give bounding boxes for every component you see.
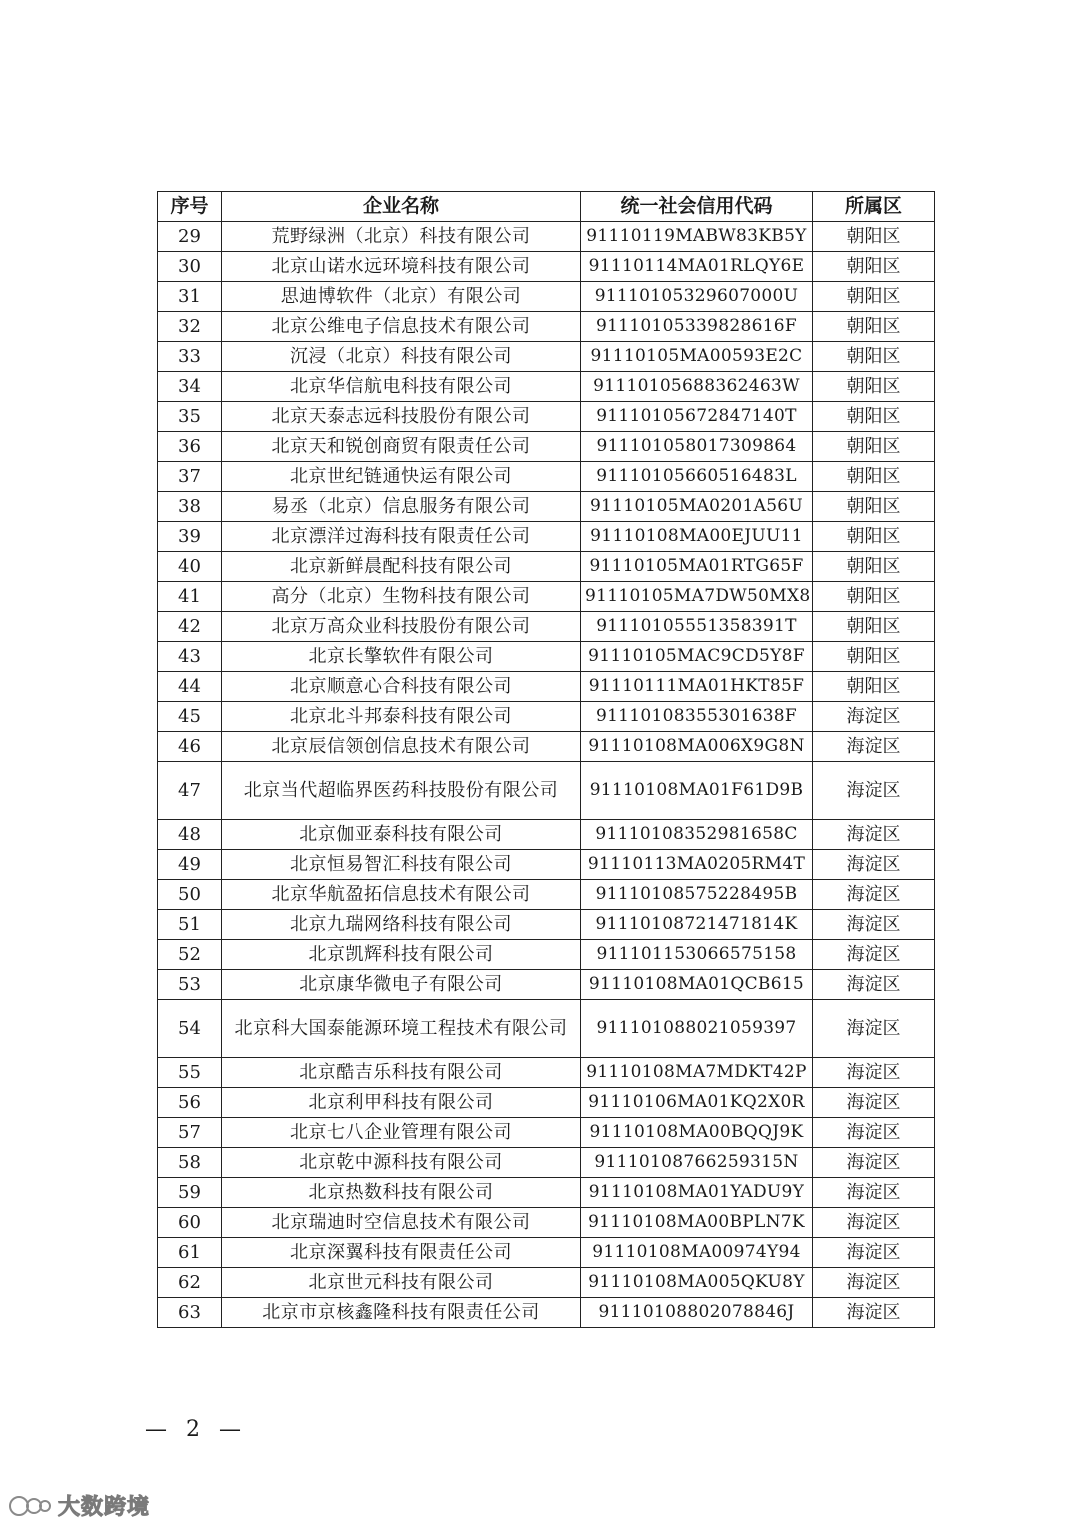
table-row (158, 1058, 935, 1088)
cell-district: 朝阳区 (813, 492, 935, 522)
cell-serial: 60 (158, 1208, 222, 1238)
cell-district: 朝阳区 (813, 642, 935, 672)
cell-credit-code: 91110108766259315N (581, 1148, 813, 1178)
cell-serial: 51 (158, 910, 222, 940)
watermark (8, 1490, 150, 1521)
cell-company-name: 北京利甲科技有限公司 (222, 1088, 581, 1118)
table-row (158, 880, 935, 910)
cell-serial: 29 (158, 222, 222, 252)
cell-credit-code: 91110105MA00593E2C (581, 342, 813, 372)
cell-district: 朝阳区 (813, 222, 935, 252)
cell-serial: 34 (158, 372, 222, 402)
cell-serial: 48 (158, 820, 222, 850)
cell-serial: 45 (158, 702, 222, 732)
cell-serial: 33 (158, 342, 222, 372)
table-row (158, 910, 935, 940)
cell-district: 海淀区 (813, 1208, 935, 1238)
cell-district: 海淀区 (813, 820, 935, 850)
cell-credit-code: 91110113MA0205RM4T (581, 850, 813, 880)
cell-district: 朝阳区 (813, 312, 935, 342)
cell-serial: 42 (158, 612, 222, 642)
cell-credit-code: 91110108352981658C (581, 820, 813, 850)
cell-serial: 57 (158, 1118, 222, 1148)
table-row (158, 372, 935, 402)
cell-credit-code: 91110108MA01YADU9Y (581, 1178, 813, 1208)
cell-district: 海淀区 (813, 1088, 935, 1118)
cell-district: 朝阳区 (813, 282, 935, 312)
cell-company-name: 北京凯辉科技有限公司 (222, 940, 581, 970)
cell-credit-code: 91110108MA00BQQJ9K (581, 1118, 813, 1148)
cell-district: 海淀区 (813, 1000, 935, 1058)
cell-company-name: 北京辰信领创信息技术有限公司 (222, 732, 581, 762)
cell-serial: 58 (158, 1148, 222, 1178)
cell-district: 朝阳区 (813, 372, 935, 402)
cell-serial: 59 (158, 1178, 222, 1208)
cell-company-name: 北京漂洋过海科技有限责任公司 (222, 522, 581, 552)
cell-district: 海淀区 (813, 880, 935, 910)
cell-company-name: 北京公维电子信息技术有限公司 (222, 312, 581, 342)
cell-serial: 55 (158, 1058, 222, 1088)
cell-serial: 61 (158, 1238, 222, 1268)
cell-credit-code: 91110119MABW83KB5Y (581, 222, 813, 252)
cell-company-name: 北京顺意心合科技有限公司 (222, 672, 581, 702)
cell-company-name: 北京长擎软件有限公司 (222, 642, 581, 672)
header-company-name: 企业名称 (222, 192, 581, 222)
cell-company-name: 沉浸（北京）科技有限公司 (222, 342, 581, 372)
cell-serial: 40 (158, 552, 222, 582)
cell-company-name: 北京华航盈拓信息技术有限公司 (222, 880, 581, 910)
table-row (158, 1178, 935, 1208)
cell-serial: 53 (158, 970, 222, 1000)
cell-credit-code: 91110105329607000U (581, 282, 813, 312)
watermark-text: 大数跨境 (58, 1495, 151, 1520)
cell-serial: 39 (158, 522, 222, 552)
cell-district: 海淀区 (813, 1298, 935, 1328)
cell-serial: 37 (158, 462, 222, 492)
cell-company-name: 思迪博软件（北京）有限公司 (222, 282, 581, 312)
cell-district: 朝阳区 (813, 432, 935, 462)
table-row (158, 552, 935, 582)
cell-credit-code: 91110105660516483L (581, 462, 813, 492)
cell-company-name: 北京世元科技有限公司 (222, 1268, 581, 1298)
cell-company-name: 荒野绿洲（北京）科技有限公司 (222, 222, 581, 252)
cell-credit-code: 91110108802078846J (581, 1298, 813, 1328)
cell-company-name: 北京九瑞网络科技有限公司 (222, 910, 581, 940)
cell-serial: 38 (158, 492, 222, 522)
header-serial: 序号 (158, 192, 222, 222)
cell-district: 海淀区 (813, 762, 935, 820)
cell-credit-code: 91110108355301638F (581, 702, 813, 732)
cell-district: 海淀区 (813, 1118, 935, 1148)
cell-serial: 43 (158, 642, 222, 672)
table-row (158, 252, 935, 282)
cell-district: 海淀区 (813, 1268, 935, 1298)
table-row (158, 1148, 935, 1178)
cell-credit-code: 911101088021059397 (581, 1000, 813, 1058)
table-body (158, 222, 935, 1328)
cell-company-name: 北京伽亚泰科技有限公司 (222, 820, 581, 850)
cell-credit-code: 91110105688362463W (581, 372, 813, 402)
table-row (158, 1268, 935, 1298)
cell-credit-code: 91110105339828616F (581, 312, 813, 342)
cell-credit-code: 911101058017309864 (581, 432, 813, 462)
cell-serial: 54 (158, 1000, 222, 1058)
cell-credit-code: 91110105551358391T (581, 612, 813, 642)
table-row (158, 222, 935, 252)
cell-district: 海淀区 (813, 970, 935, 1000)
cell-company-name: 高分（北京）生物科技有限公司 (222, 582, 581, 612)
cell-credit-code: 91110111MA01HKT85F (581, 672, 813, 702)
table-row (158, 582, 935, 612)
cell-credit-code: 91110108MA00BPLN7K (581, 1208, 813, 1238)
cell-company-name: 北京山诺水远环境科技有限公司 (222, 252, 581, 282)
table-row (158, 312, 935, 342)
table-row (158, 1118, 935, 1148)
table-row (158, 940, 935, 970)
header-credit-code: 统一社会信用代码 (581, 192, 813, 222)
header-district: 所属区 (813, 192, 935, 222)
cell-company-name: 北京乾中源科技有限公司 (222, 1148, 581, 1178)
cell-company-name: 北京万高众业科技股份有限公司 (222, 612, 581, 642)
cell-company-name: 北京康华微电子有限公司 (222, 970, 581, 1000)
table-row (158, 1000, 935, 1058)
cell-district: 海淀区 (813, 732, 935, 762)
table-row (158, 492, 935, 522)
cell-credit-code: 91110108MA005QKU8Y (581, 1268, 813, 1298)
chat-bubbles-logo-icon (8, 1493, 52, 1519)
cell-credit-code: 91110105MAC9CD5Y8F (581, 642, 813, 672)
cell-serial: 36 (158, 432, 222, 462)
table-row (158, 432, 935, 462)
cell-district: 朝阳区 (813, 462, 935, 492)
cell-serial: 52 (158, 940, 222, 970)
cell-serial: 62 (158, 1268, 222, 1298)
cell-serial: 46 (158, 732, 222, 762)
cell-company-name: 北京市京核鑫隆科技有限责任公司 (222, 1298, 581, 1328)
cell-district: 朝阳区 (813, 522, 935, 552)
table-header-row (158, 192, 935, 222)
cell-company-name: 北京恒易智汇科技有限公司 (222, 850, 581, 880)
table-row (158, 970, 935, 1000)
cell-company-name: 北京北斗邦泰科技有限公司 (222, 702, 581, 732)
cell-district: 朝阳区 (813, 552, 935, 582)
cell-credit-code: 91110108MA006X9G8N (581, 732, 813, 762)
cell-district: 朝阳区 (813, 252, 935, 282)
cell-credit-code: 91110114MA01RLQY6E (581, 252, 813, 282)
cell-company-name: 北京世纪链通快运有限公司 (222, 462, 581, 492)
cell-serial: 41 (158, 582, 222, 612)
cell-company-name: 北京天泰志远科技股份有限公司 (222, 402, 581, 432)
table-row (158, 612, 935, 642)
page-number: — 2 — (145, 1417, 247, 1442)
table-row (158, 1088, 935, 1118)
enterprise-table (157, 191, 935, 1328)
cell-company-name: 北京科大国泰能源环境工程技术有限公司 (222, 1000, 581, 1058)
cell-credit-code: 91110105MA01RTG65F (581, 552, 813, 582)
cell-district: 朝阳区 (813, 402, 935, 432)
cell-company-name: 北京华信航电科技有限公司 (222, 372, 581, 402)
table-row (158, 402, 935, 432)
cell-company-name: 北京当代超临界医药科技股份有限公司 (222, 762, 581, 820)
cell-credit-code: 91110108575228495B (581, 880, 813, 910)
cell-serial: 63 (158, 1298, 222, 1328)
cell-credit-code: 91110105MA0201A56U (581, 492, 813, 522)
table-row (158, 282, 935, 312)
cell-serial: 49 (158, 850, 222, 880)
cell-district: 海淀区 (813, 702, 935, 732)
cell-serial: 35 (158, 402, 222, 432)
table-row (158, 1208, 935, 1238)
cell-company-name: 北京瑞迪时空信息技术有限公司 (222, 1208, 581, 1238)
cell-district: 海淀区 (813, 1148, 935, 1178)
cell-serial: 30 (158, 252, 222, 282)
cell-serial: 44 (158, 672, 222, 702)
cell-district: 海淀区 (813, 1058, 935, 1088)
cell-company-name: 北京天和锐创商贸有限责任公司 (222, 432, 581, 462)
cell-company-name: 北京新鲜晨配科技有限公司 (222, 552, 581, 582)
cell-district: 朝阳区 (813, 582, 935, 612)
cell-credit-code: 91110108MA00974Y94 (581, 1238, 813, 1268)
table-row (158, 820, 935, 850)
cell-company-name: 北京热数科技有限公司 (222, 1178, 581, 1208)
cell-credit-code: 91110108MA01F61D9B (581, 762, 813, 820)
cell-credit-code: 91110105MA7DW50MX8 (581, 582, 813, 612)
cell-company-name: 北京七八企业管理有限公司 (222, 1118, 581, 1148)
cell-district: 海淀区 (813, 940, 935, 970)
cell-credit-code: 91110108MA01QCB615 (581, 970, 813, 1000)
cell-company-name: 易丞（北京）信息服务有限公司 (222, 492, 581, 522)
table-row (158, 672, 935, 702)
cell-serial: 31 (158, 282, 222, 312)
cell-district: 朝阳区 (813, 342, 935, 372)
cell-district: 海淀区 (813, 850, 935, 880)
cell-credit-code: 91110108721471814K (581, 910, 813, 940)
table-row (158, 732, 935, 762)
table-row (158, 702, 935, 732)
cell-company-name: 北京深翼科技有限责任公司 (222, 1238, 581, 1268)
cell-serial: 50 (158, 880, 222, 910)
table-row (158, 522, 935, 552)
table-row (158, 1238, 935, 1268)
cell-serial: 47 (158, 762, 222, 820)
cell-district: 海淀区 (813, 910, 935, 940)
cell-district: 朝阳区 (813, 672, 935, 702)
cell-credit-code: 91110108MA7MDKT42P (581, 1058, 813, 1088)
table-row (158, 342, 935, 372)
cell-district: 海淀区 (813, 1178, 935, 1208)
table-row (158, 642, 935, 672)
cell-credit-code: 911101153066575158 (581, 940, 813, 970)
cell-district: 朝阳区 (813, 612, 935, 642)
cell-credit-code: 91110105672847140T (581, 402, 813, 432)
enterprise-table-container (157, 191, 934, 1328)
cell-serial: 56 (158, 1088, 222, 1118)
cell-district: 海淀区 (813, 1238, 935, 1268)
cell-credit-code: 91110108MA00EJUU11 (581, 522, 813, 552)
table-row (158, 1298, 935, 1328)
table-row (158, 462, 935, 492)
cell-serial: 32 (158, 312, 222, 342)
cell-credit-code: 91110106MA01KQ2X0R (581, 1088, 813, 1118)
table-row (158, 762, 935, 820)
cell-company-name: 北京酷吉乐科技有限公司 (222, 1058, 581, 1088)
table-row (158, 850, 935, 880)
